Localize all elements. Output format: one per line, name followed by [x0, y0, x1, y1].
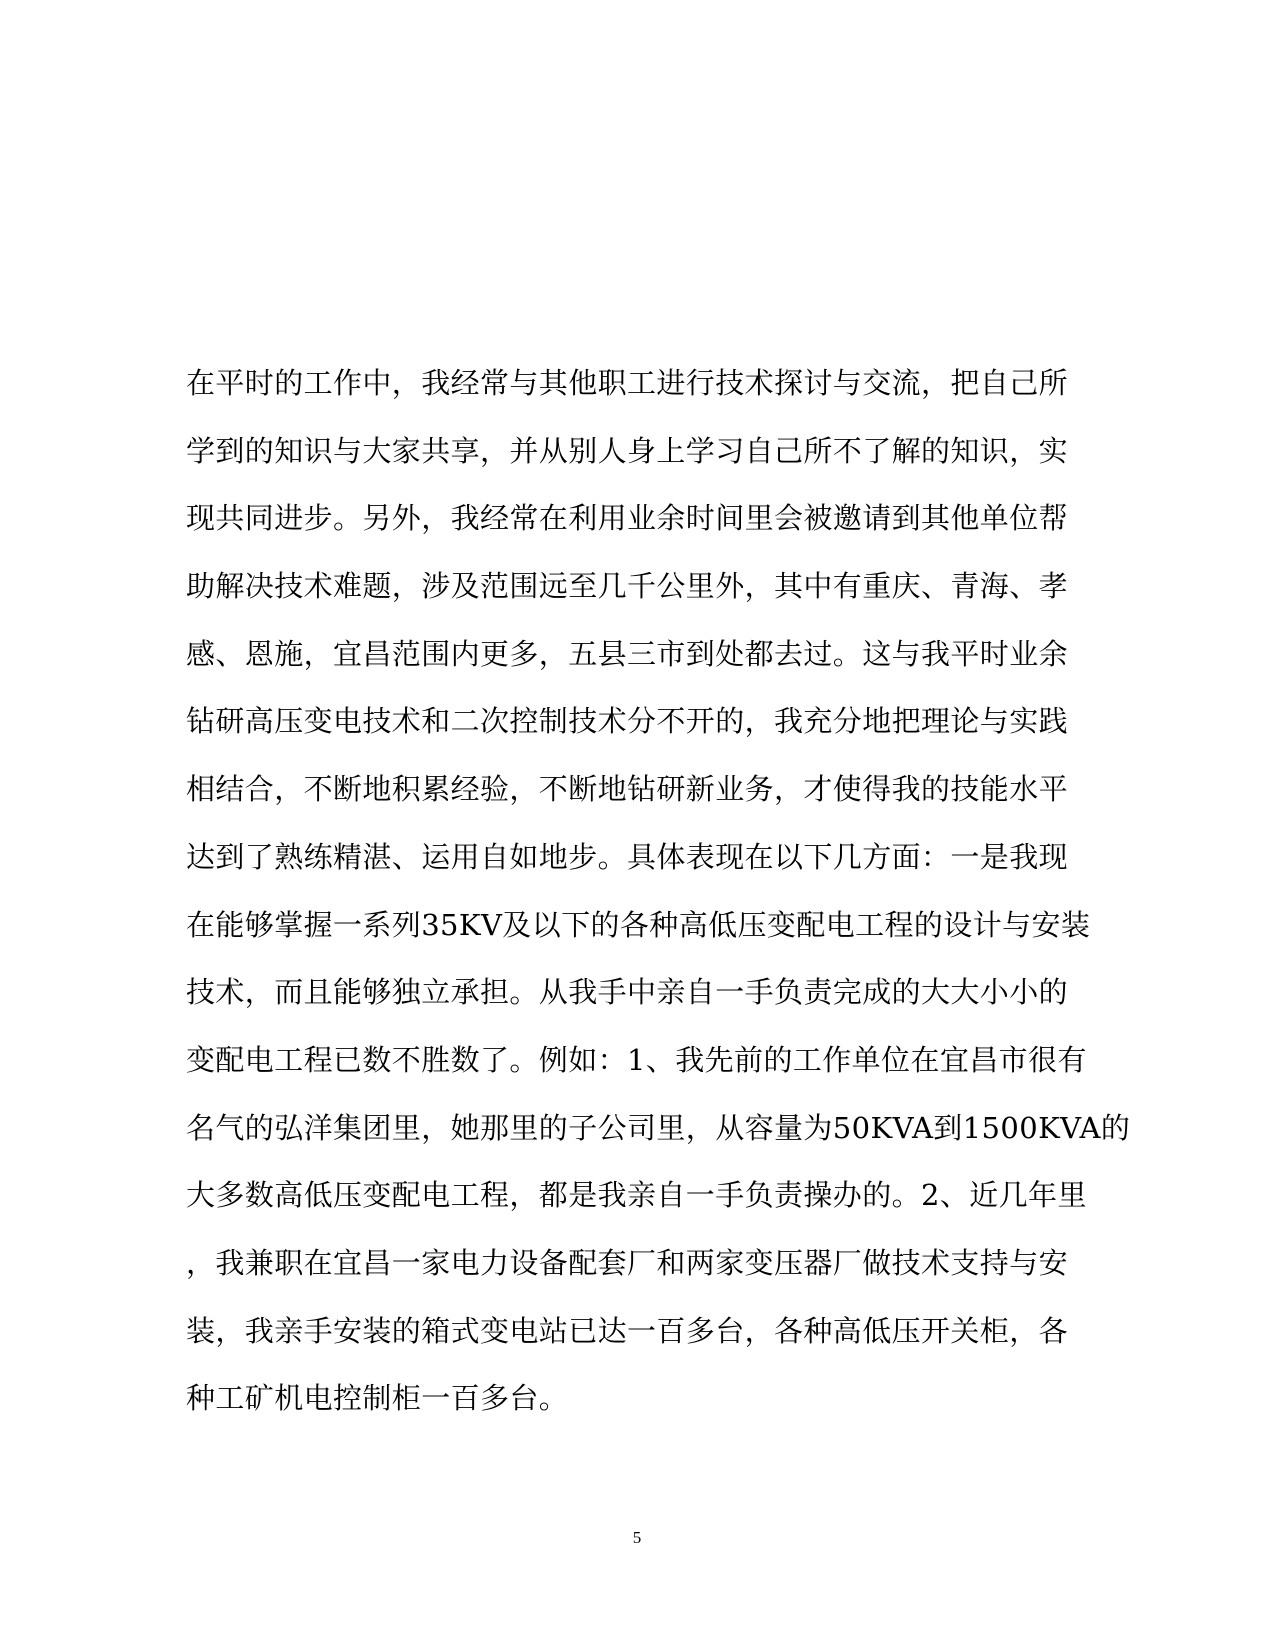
paragraph-line: 技术，而且能够独立承担。从我手中亲自一手负责完成的大大小小的	[186, 975, 1069, 1010]
paragraph-line: 装，我亲手安装的箱式变电站已达一百多台，各种高低压开关柜，各	[186, 1313, 1069, 1348]
page-number: 5	[632, 1528, 642, 1547]
paragraph-line: 在平时的工作中，我经常与其他职工进行技术探讨与交流，把自己所	[186, 366, 1069, 400]
paragraph-line: 变配电工程已数不胜数了。例如：1、我先前的工作单位在宜昌市很有	[186, 1042, 1087, 1077]
paragraph-line: 学到的知识与大家共享，并从别人身上学习自己所不了解的知识，实	[186, 433, 1069, 468]
paragraph-line: 种工矿机电控制柜一百多台。	[186, 1381, 569, 1416]
paragraph-line: 名气的弘洋集团里，她那里的子公司里，从容量为50KVA到1500KVA的	[186, 1110, 1131, 1145]
body-paragraph	[186, 350, 1131, 1433]
paragraph-line: 钻研高压变电技术和二次控制技术分不开的，我充分地把理论与实践	[186, 704, 1069, 739]
paragraph-line: 达到了熟练精湛、运用自如地步。具体表现在以下几方面：一是我现	[186, 839, 1069, 874]
paragraph-line: 在能够掌握一系列35KV及以下的各种高低压变配电工程的设计与安装	[186, 907, 1091, 942]
paragraph-line: 现共同进步。另外，我经常在利用业余时间里会被邀请到其他单位帮	[186, 501, 1069, 536]
paragraph-line: 大多数高低压变配电工程，都是我亲自一手负责操办的。2、近几年里	[186, 1178, 1087, 1213]
paragraph-line: 助解决技术难题，涉及范围远至几千公里外，其中有重庆、青海、孝	[186, 569, 1069, 604]
paragraph-line: 感、恩施，宜昌范围内更多，五县三市到处都去过。这与我平时业余	[186, 636, 1069, 671]
paragraph-line: 相结合，不断地积累经验，不断地钻研新业务，才使得我的技能水平	[186, 772, 1069, 807]
paragraph-line: ，我兼职在宜昌一家电力设备配套厂和两家变压器厂做技术支持与安	[186, 1245, 1069, 1280]
